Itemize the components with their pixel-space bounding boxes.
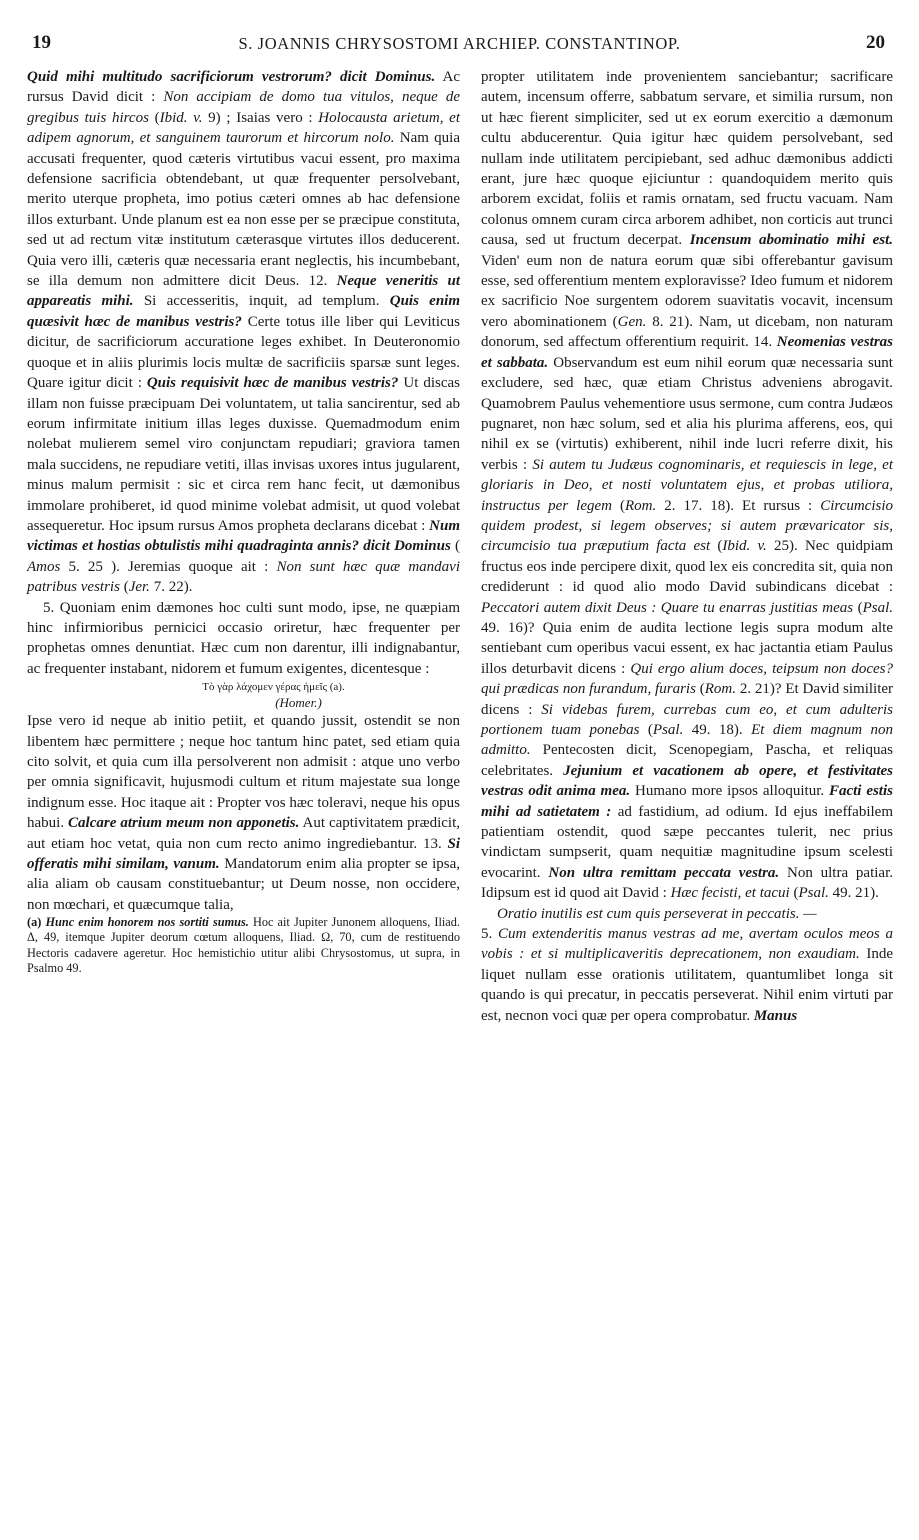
citation: Gen.	[617, 313, 647, 330]
scripture-quote: Num victimas et hostias obtulistis mihi quadraginta annis? dicit Dominus	[27, 517, 460, 555]
citation: Ibid. v.	[159, 109, 203, 126]
greek-source: (Homer.)	[275, 695, 322, 711]
text-run: (	[853, 599, 863, 616]
footnote-text: Hoc ait Jupiter Junonem alloquens, Iliad. Δ, 49, itemque Jupiter deorum cœtum alloquens, Iliad. Ω, 70, cum de restituendo Hectoris cadavere ageretur. Hoc hemistichio utitur alibi Chrysostomus, ut supra, in Psalmo 49.	[27, 915, 460, 975]
text-run: ad fastidium, ad odium. Id ejus ineffabilem patientiam ostendit, quod sæpe peccantes tulerit, nec prius vindictam sumpserit, quam nequitiæ magnitudine ipsum scelesti evocarint.	[481, 803, 893, 881]
text-run: 2. 21)? Et David similiter dicens :	[481, 681, 894, 718]
scripture-quote: Et diem magnum non admitto.	[481, 722, 893, 759]
citation: Psal.	[798, 885, 829, 902]
text-run: 49. 18).	[683, 722, 752, 738]
scripture-quote: Facti estis mihi ad satietatem :	[481, 783, 893, 820]
text-run: Humano more ipsos alloquitur.	[630, 783, 829, 800]
citation: Rom.	[704, 681, 736, 698]
citation: Psal.	[652, 722, 684, 738]
text-run: Non ultra patiar. Idipsum est id quod ait David :	[481, 864, 894, 902]
footnote	[27, 915, 460, 976]
right-column	[481, 67, 893, 1026]
scripture-quote: Non accipiam de domo tua vitulos, neque de gregibus tuis hircos	[27, 89, 460, 126]
text-run: Certe totus ille liber qui Leviticus dicitur, de sacrificiorum accuratione leges exhibet. In Deuteronomio quoque et in aliis plurimis locis multæ de sacrificiis sparsæ sunt leges. Quare igitur dicit :	[27, 313, 460, 392]
text-run: (	[639, 722, 653, 738]
scripture-quote: Circumcisio quidem prodest, si legem observes; si autem prævaricator sis, circumcisio tua præputium facta est	[481, 497, 893, 555]
scripture-quote: Si videbas furem, currebas cum eo, et cum adulteris portionem tuam ponebas	[481, 701, 893, 738]
left-column	[27, 67, 460, 976]
text-run: (	[789, 885, 799, 902]
scripture-quote: Neque veneritis ut appareatis mihi.	[27, 273, 460, 310]
text-run: Aut captivitatem prædicit, aut etiam hoc vetat, quia non cum recto animo ingrediebantur. 13.	[27, 815, 460, 852]
text-run: (	[119, 579, 129, 596]
text-run: 49. 16)? Quia enim de audita lectione legis supra modum alte sentiebant cum operibus vacui essent, ex hac jactantia etiam Paulus illos deturbavit dicens :	[481, 619, 893, 677]
text-run: Pentecosten dicit, Scenopegiam, Pascha, et reliquas celebritates.	[481, 742, 893, 779]
page-header	[28, 32, 891, 60]
citation: Ibid. v.	[722, 538, 767, 555]
text-run: (	[695, 681, 705, 698]
scripture-quote: Non ultra remittam peccata vestra.	[548, 864, 780, 881]
text-run: (	[612, 497, 626, 514]
scripture-quote: Incensum abominatio mihi est.	[689, 232, 893, 249]
footnote-translation: Hunc enim honorem nos sortiti sumus.	[41, 915, 249, 930]
greek-quotation: Τὸ γὰρ λάχομεν γέρας ἡμεῖς (a).	[202, 681, 345, 694]
scripture-quote: Manus	[753, 1007, 798, 1024]
scripture-quote: Jejunium et vacationem ab opere, et festivitates vestras odit anima mea.	[481, 762, 893, 800]
text-run: Ac rursus David dicit :	[27, 69, 460, 106]
text-run: (	[450, 538, 460, 555]
scripture-quote: Qui ergo alium doces, teipsum non doces? qui prædicas non furandum, furaris	[481, 660, 894, 698]
text-run: 25). Nec quidpiam fructus eos inde percipere dixit, quod lex eis concredita sit, quia non crediderunt : id quod alio modo David subindicans dicebat :	[481, 538, 894, 596]
text-run: 5. 25 ). Jeremias quoque ait :	[60, 558, 277, 575]
text-run: Ut discas illam non fuisse præcipuam Dei voluntatem, ut talia sancirentur, sed ab eorum infirmitate initium illas leges duxisse. Quemadmodum enim nolebat mulierem semel viro conjunctam repudiari; graviora tamen mala succidens, ne repudiare vetiti, illas invisas uxores intus jugularent, minus malum permisit : sic et circa rem hanc fecit, ut dæmonibus immolare prohiberet, id quod minime volebat admisit, ut quod volebat assequeretur. Hoc ipsum rursus Amos propheta declarans dicebat :	[27, 375, 460, 534]
text-run: 2. 17. 18). Et rursus :	[656, 497, 821, 514]
text-run: 8. 21). Nam, ut dicebam, non naturam donorum, sed affectum offerentium requirit. 14.	[481, 313, 893, 351]
text-run: 5. Quoniam enim dæmones hoc culti sunt modo, ipse, ne quæpiam hinc infirmioribus pernicici occasio oriretur, hæc frequenter per prophetas omnes denuntiat. Hæc cum non darentur, illi indignabantur, ac frequenter instabant, nidorem et fumum exigentes, dicentesque :	[27, 599, 460, 677]
citation: Psal.	[862, 599, 893, 616]
left-paragraph-3	[27, 711, 460, 915]
running-title: S. JOANNIS CHRYSOSTOMI ARCHIEP. CONSTANTINOP.	[238, 34, 681, 53]
text-run: (	[710, 538, 723, 555]
text-run: 49. 21).	[828, 885, 879, 902]
scripture-quote: Quid mihi multitudo sacrificiorum vestrorum? dicit Dominus.	[27, 69, 436, 85]
scripture-quote: Cum extenderitis manus vestras ad me, avertam oculos meos a vobis : et si multiplicaveritis deprecationem, non exaudiam.	[481, 926, 893, 963]
scripture-quote: Peccatori autem dixit Deus : Quare tu enarras justitias meas	[481, 599, 854, 616]
left-paragraph-1	[27, 67, 460, 598]
citation: Amos	[27, 558, 61, 575]
text-run: Si accesseritis, inquit, ad templum.	[133, 293, 390, 310]
citation: Rom.	[625, 497, 657, 514]
page-number-left: 19	[32, 32, 51, 53]
scripture-quote: Neomenias vestras et sabbata.	[481, 334, 893, 371]
scripture-quote: Si offeratis mihi similam, vanum.	[27, 835, 460, 873]
text-run: 7. 22).	[149, 579, 193, 596]
text-run: Mandatorum enim alia propter se ipsa, alia aliam ob causam constituebantur; ut Deum nosse, non occidere, non mœchari, et quæcumque talia,	[27, 856, 460, 913]
right-paragraph-2	[481, 924, 893, 1026]
text-run: 9) ; Isaias vero :	[202, 109, 319, 126]
scripture-quote: Holocausta arietum, et adipem agnorum, et sanguinem taurorum et hircorum nolo.	[27, 109, 460, 147]
scripture-quote: Hæc fecisti, et tacui	[670, 885, 790, 902]
text-run: Inde liquet nullam esse orationis utilitatem, quantumlibet longa sit quando is qui precatur, in peccatis perseverat. Nihil enim virtuti par est, necnon voci quæ per opera comprobatur.	[481, 946, 893, 1024]
scripture-quote: Si autem tu Judæus cognominaris, et requiescis in lege, et gloriaris in Deo, et nosti voluntatem ejus, et probas utiliora, instructus per legem	[481, 456, 894, 514]
page-number-right: 20	[866, 32, 885, 53]
text-run: (	[148, 109, 160, 126]
text-run: propter utilitatem inde provenientem sanciebantur; sacrificare autem, incensum offerre, sabbatum servare, et similia rursum, non ut hæc fierent simpliciter, sed ut ex eorum exercitio a dæmonum cultu abducerentur. Quia igitur hæc quidem persolvebant, sed nullam inde utilitatem percipiebant, sed adhuc dæmonibus addicti erant, jure hæc quoque ejiciuntur : quandoquidem merito quis arborem excidat, foliis et ramis ornatam, sed fructu vacuam. Nam colonus omnem curam circa arborem adhibet, non corticis aut trunci causa, sed ut fructum decerpat.	[481, 69, 893, 249]
scripture-quote: Quis requisivit hæc de manibus vestris?	[146, 375, 399, 392]
citation: Jer.	[128, 579, 150, 596]
right-paragraph-1	[481, 67, 893, 904]
left-paragraph-2	[27, 598, 460, 680]
scripture-quote: Non sunt hæc quæ mandavi patribus vestris	[27, 558, 460, 596]
scripture-quote: Quis enim quæsivit hæc de manibus vestris?	[27, 293, 461, 330]
scripture-quote: Calcare atrium meum non apponetis.	[68, 815, 300, 832]
text-run: Nam quia accusati frequenter, quod cæteris virtutibus vacui essent, pro maxima defensione sacrificia obtendebant, ut quæ frequenter persolvebant, merito uterque propheta, imo potius cæteri omnes ab hac defensione illos exturbant. Unde planum est ea non esse per se præcipue constituta, sed ut ad rectum vitæ institutum cæterasque virtutes illos deducerent. Quia vero illi, cæteris quæ necessaria erant neglectis, his incumbebant, se illa demum non admittere dicit Deus. 12.	[27, 130, 461, 290]
text-run: Ipse vero id neque ab initio petiit, et quando jussit, ostendit se non libentem hæc permittere ; neque hoc tantum hinc patet, sed etiam quia cito solvit, et quia cum illa persolverent non admisit : atque uno verbo per omnia significavit, hujusmodi cultum et ritum majestate sua longe indignum esse. Hoc itaque ait : Propter vos hæc toleravi, neque his opus habui.	[27, 713, 460, 832]
footnote-label: (a)	[27, 915, 42, 930]
text-run: Viden' eum non de natura eorum quæ sibi offerebantur gavisum esse, sed offerentium mentem exploravisse? Ideo fumum et nidorem ex sacrificio Noe surgentem odorem suavitatis vocavit, incensum vero abominationem (	[481, 252, 893, 330]
section-heading: Oratio inutilis est cum quis perseverat in peccatis. —	[497, 905, 817, 922]
text-run: Observandum est eum nihil eorum quæ necessaria sunt excludere, sed hæc, quæ etiam Christus adveniens abrogavit. Quamobrem Paulus vehementiore usus sermone, cum contra Judæos pugnaret, non hæc solum, sed et alia his plurima afferens, eos, qui nihil ex se (virtutis) exhiberent, nihil inde lucri referre dixit, his verbis :	[481, 354, 893, 473]
text-run: 5.	[481, 926, 499, 943]
